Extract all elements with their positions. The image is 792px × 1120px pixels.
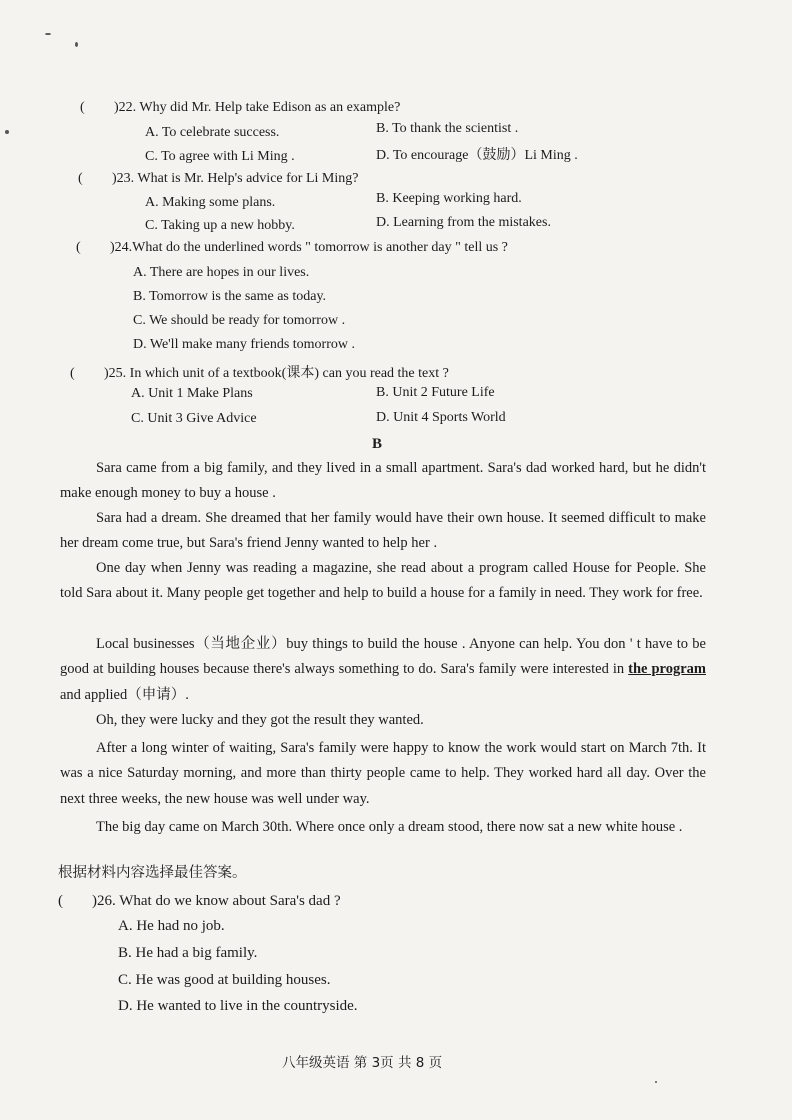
question-text: )22. Why did Mr. Help take Edison as an example? [114,100,401,115]
answer-paren: ( [80,100,85,115]
question-24-stem [76,240,508,256]
passage-paragraph: Sara came from a big family, and they lived in a small apartment. Sara's dad worked hard, but he didn't make enough money to buy a house . [60,460,706,502]
passage-paragraph: After a long winter of waiting, Sara's family were happy to know the work would start on March 7th. It was a nice Saturday morning, and more than thirty people came to help. They worked hard all day. Over the next three weeks, the new house was well under way. [60,740,706,807]
passage-paragraph: One day when Jenny was reading a magazine, she read about a program called House for People. She told Sara about it. Many people get together and help to build a house for a family in need. They work for free. [60,560,706,602]
answer-paren: ( [78,171,83,186]
underlined-phrase: the program [628,661,706,678]
q25-option-d: D. Unit 4 Sports World [376,410,506,425]
q25-option-a: A. Unit 1 Make Plans [131,386,253,401]
question-text: )23. What is Mr. Help's advice for Li Ming? [112,171,359,186]
scan-speck [5,130,9,134]
q22-option-b: B. To thank the scientist . [376,121,519,136]
scan-speck [655,1081,657,1083]
answer-paren: ( [58,893,63,909]
q24-option-d: D. We'll make many friends tomorrow . [133,337,355,352]
question-text: )25. In which unit of a textbook(课本) can you read the text ? [104,366,449,381]
question-text: )26. What do we know about Sara's dad ? [92,893,341,909]
paragraph-text: and applied（申请）. [60,686,189,703]
q26-option-b: B. He had a big family. [118,945,258,961]
q26-option-a: A. He had no job. [118,918,225,934]
passage-paragraph: The big day came on March 30th. Where once only a dream stood, there now sat a new white house . [96,819,683,835]
scan-speck [45,33,51,35]
passage-paragraph: Oh, they were lucky and they got the result they wanted. [96,712,424,728]
question-26-stem [58,893,341,910]
question-text: )24.What do the underlined words " tomorrow is another day " tell us ? [110,240,508,255]
q22-option-a: A. To celebrate success. [145,125,280,140]
q23-option-d: D. Learning from the mistakes. [376,215,551,230]
answer-paren: ( [70,366,75,381]
answer-paren: ( [76,240,81,255]
section-heading: B [372,436,383,452]
q22-option-c: C. To agree with Li Ming . [145,149,295,164]
question-25-stem [70,362,449,382]
q23-option-c: C. Taking up a new hobby. [145,218,295,233]
passage-paragraph: Sara had a dream. She dreamed that her family would have their own house. It seemed difficult to make her dream come true, but Sara's friend Jenny wanted to help her . [60,510,706,552]
passage-paragraph [60,632,706,708]
paragraph-text: Local businesses（当地企业）buy things to build the house . Anyone can help. You don ' t have to be good at building houses because there's always something to do. Sara's family were interested in [60,636,706,678]
q24-option-b: B. Tomorrow is the same as today. [133,289,327,304]
q25-option-b: B. Unit 2 Future Life [376,385,495,400]
instruction-text: 根据材料内容选择最佳答案。 [58,865,247,881]
q26-option-c: C. He was good at building houses. [118,972,331,988]
scan-speck [75,42,78,47]
question-22-stem [80,100,400,116]
q25-option-c: C. Unit 3 Give Advice [131,411,257,426]
q23-option-a: A. Making some plans. [145,195,276,210]
q23-option-b: B. Keeping working hard. [376,191,522,206]
question-23-stem [78,171,358,187]
q22-option-d: D. To encourage（鼓励）Li Ming . [376,148,578,163]
q24-option-a: A. There are hopes in our lives. [133,265,310,280]
q26-option-d: D. He wanted to live in the countryside. [118,998,358,1014]
q24-option-c: C. We should be ready for tomorrow . [133,313,346,328]
page-footer: 八年级英语 第 3页 共 8 页 [282,1055,443,1071]
